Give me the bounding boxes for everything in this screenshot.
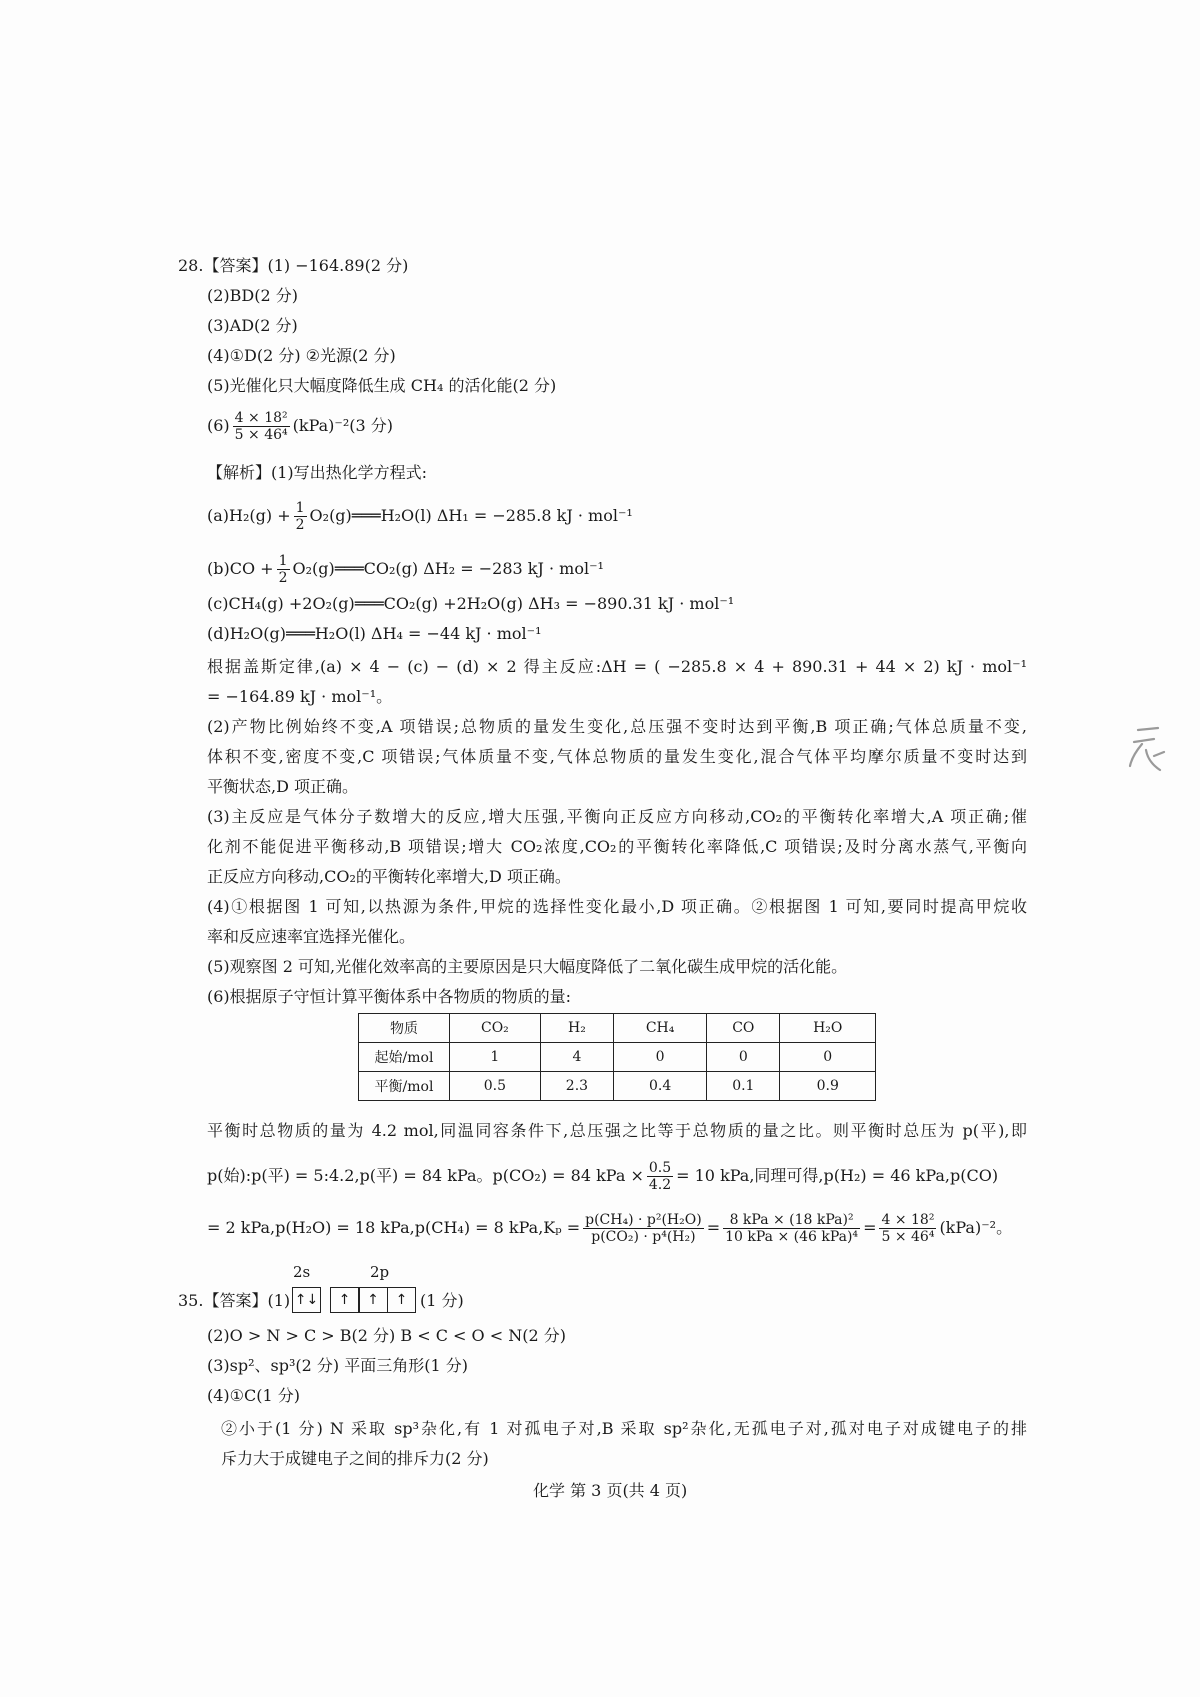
table-cell: 2.3 bbox=[540, 1072, 613, 1101]
q28-answer-2: (2)BD(2 分) bbox=[207, 286, 299, 305]
q28-answer-5: (5)光催化只大幅度降低生成 CH₄ 的活化能(2 分) bbox=[207, 376, 557, 395]
equation-a-part2: O₂(g)═══H₂O(l) ΔH₁ = −285.8 kJ · mol⁻¹ bbox=[309, 506, 633, 525]
q35-answer-4: (4)①C(1 分) bbox=[207, 1386, 301, 1405]
equilibrium-table bbox=[358, 1013, 876, 1101]
fraction-denominator: 5 × 46⁴ bbox=[881, 1229, 935, 1245]
kp-expression-fraction bbox=[583, 1212, 704, 1245]
fraction-denominator: 4.2 bbox=[648, 1177, 672, 1193]
hess-law-line-2: = −164.89 kJ · mol⁻¹。 bbox=[207, 687, 393, 706]
equation-a-fraction bbox=[294, 500, 307, 533]
q28-answer-4: (4)①D(2 分) ②光源(2 分) bbox=[207, 346, 396, 365]
fraction-denominator: p(CO₂) · p⁴(H₂) bbox=[591, 1229, 696, 1245]
table-cell: 0.9 bbox=[780, 1072, 876, 1101]
q35-answer-3: (3)sp²、sp³(2 分) 平面三角形(1 分) bbox=[207, 1356, 468, 1375]
q35-answer-1-suffix: (1 分) bbox=[420, 1291, 464, 1310]
fraction-numerator: 0.5 bbox=[648, 1160, 672, 1176]
analysis-2-line-3: 平衡状态,D 项正确。 bbox=[207, 777, 359, 796]
fraction-numerator: p(CH₄) · p²(H₂O) bbox=[585, 1212, 702, 1228]
equation-c: (c)CH₄(g) +2O₂(g)═══CO₂(g) +2H₂O(g) ΔH₃ = −890.31 kJ · mol⁻¹ bbox=[207, 594, 735, 613]
table-cell: 起始/mol bbox=[359, 1043, 450, 1072]
fraction-numerator: 4 × 18² bbox=[234, 410, 288, 426]
kp-substitution-fraction bbox=[723, 1212, 860, 1245]
orbital-box-2p: ↑ bbox=[359, 1287, 388, 1313]
fraction-numerator: 1 bbox=[278, 553, 288, 569]
fraction-denominator: 10 kPa × (46 kPa)⁴ bbox=[725, 1229, 859, 1245]
analysis-4-line-1: (4)①根据图 1 可知,以热源为条件,甲烷的选择性变化最小,D 项正确。②根据图 1 可知,要同时提高甲烷收 bbox=[207, 897, 1027, 916]
table-cell: 0 bbox=[707, 1043, 780, 1072]
equals-sign: = bbox=[706, 1218, 721, 1237]
equals-sign: = bbox=[863, 1218, 877, 1237]
q28-answer-6-suffix: (kPa)⁻²(3 分) bbox=[292, 416, 394, 435]
equation-a bbox=[207, 500, 633, 533]
equation-a-part1: (a)H₂(g) + bbox=[207, 506, 291, 525]
fraction-denominator: 2 bbox=[295, 517, 305, 533]
table-row bbox=[359, 1072, 876, 1101]
orbital-box-2p: ↑ bbox=[387, 1287, 416, 1313]
table-cell: 0 bbox=[780, 1043, 876, 1072]
analysis-2-line-1: (2)产物比例始终不变,A 项错误;总物质的量发生变化,总压强不变时达到平衡,B 项正确;气体总质量不变, bbox=[207, 717, 1027, 736]
calc-line-2 bbox=[207, 1160, 998, 1193]
orbital-label-2s: 2s bbox=[293, 1263, 311, 1281]
equation-b-fraction bbox=[277, 553, 290, 586]
equation-d: (d)H₂O(g)═══H₂O(l) ΔH₄ = −44 kJ · mol⁻¹ bbox=[207, 624, 542, 643]
equation-b bbox=[207, 553, 604, 586]
analysis-3-line-1: (3)主反应是气体分子数增大的反应,增大压强,平衡向正反应方向移动,CO₂的平衡转化率增大,A 项正确;催 bbox=[207, 807, 1027, 826]
calc-line-1: 平衡时总物质的量为 4.2 mol,同温同容条件下,总压强之比等于总物质的量之比。则平衡时总压为 p(平),即 bbox=[207, 1121, 1027, 1140]
fraction-numerator: 8 kPa × (18 kPa)² bbox=[723, 1212, 860, 1229]
fraction-numerator: 4 × 18² bbox=[881, 1212, 935, 1228]
q35-answer-2: (2)O > N > C > B(2 分) B < C < O < N(2 分) bbox=[207, 1326, 566, 1345]
analysis-2-line-2: 体积不变,密度不变,C 项错误;气体质量不变,气体总物质的量发生变化,混合气体平均摩尔质量不变时达到 bbox=[207, 747, 1027, 766]
table-cell: 0.4 bbox=[614, 1072, 707, 1101]
calc-line-2-part1: p(始):p(平) = 5:4.2,p(平) = 84 kPa。p(CO₂) = 84 kPa × bbox=[207, 1166, 644, 1185]
equation-b-part1: (b)CO + bbox=[207, 559, 274, 578]
analysis-3-line-3: 正反应方向移动,CO₂的平衡转化率增大,D 项正确。 bbox=[207, 867, 571, 886]
kp-result-fraction bbox=[879, 1212, 936, 1245]
table-header-cell: CO₂ bbox=[450, 1014, 541, 1043]
calc-line-3-part1: = 2 kPa,p(H₂O) = 18 kPa,p(CH₄) = 8 kPa,Kₚ = bbox=[207, 1218, 581, 1237]
q28-answer-3: (3)AD(2 分) bbox=[207, 316, 298, 335]
table-header-cell: H₂ bbox=[540, 1014, 613, 1043]
table-cell: 1 bbox=[450, 1043, 541, 1072]
table-cell: 平衡/mol bbox=[359, 1072, 450, 1101]
analysis-heading: 【解析】(1)写出热化学方程式: bbox=[207, 463, 428, 482]
hess-law-line-1: 根据盖斯定律,(a) × 4 − (c) − (d) × 2 得主反应:ΔH = ( −285.8 × 4 + 890.31 + 44 × 2) kJ · mol⁻¹ bbox=[207, 657, 1027, 676]
table-row bbox=[359, 1043, 876, 1072]
q28-answer-6-fraction bbox=[233, 410, 290, 443]
q28-answer-6 bbox=[207, 410, 393, 443]
equation-b-part2: O₂(g)═══CO₂(g) ΔH₂ = −283 kJ · mol⁻¹ bbox=[292, 559, 604, 578]
q35-answer-1-prefix: 35.【答案】(1) bbox=[178, 1291, 291, 1310]
calc-line-2-part2: = 10 kPa,同理可得,p(H₂) = 46 kPa,p(CO) bbox=[676, 1166, 999, 1185]
analysis-3-line-2: 化剂不能促进平衡移动,B 项错误;增大 CO₂浓度,CO₂的平衡转化率降低,C 项错误;及时分离水蒸气,平衡向 bbox=[207, 837, 1027, 856]
table-cell: 0.1 bbox=[707, 1072, 780, 1101]
orbital-box-2s: ↑↓ bbox=[292, 1287, 321, 1313]
analysis-5: (5)观察图 2 可知,光催化效率高的主要原因是只大幅度降低了二氧化碳生成甲烷的活化能。 bbox=[207, 957, 848, 976]
table-cell: 4 bbox=[540, 1043, 613, 1072]
table-header-cell: 物质 bbox=[359, 1014, 450, 1043]
table-cell: 0.5 bbox=[450, 1072, 541, 1101]
analysis-4-line-2: 率和反应速率宜选择光催化。 bbox=[207, 927, 416, 946]
page-footer: 化学 第 3 页(共 4 页) bbox=[533, 1481, 688, 1500]
handwritten-mark-icon bbox=[1124, 722, 1174, 782]
orbital-label-2p: 2p bbox=[370, 1263, 390, 1281]
q35-answer-4b-line-2: 斥力大于成键电子之间的排斥力(2 分) bbox=[221, 1449, 489, 1468]
calc-line-2-fraction bbox=[647, 1160, 673, 1193]
q28-answer-6-prefix: (6) bbox=[207, 416, 230, 435]
table-header-cell: H₂O bbox=[780, 1014, 876, 1043]
calc-line-3-part2: (kPa)⁻²。 bbox=[939, 1218, 1013, 1237]
orbital-box-2p: ↑ bbox=[330, 1287, 359, 1313]
fraction-denominator: 2 bbox=[278, 570, 288, 586]
table-cell: 0 bbox=[614, 1043, 707, 1072]
fraction-numerator: 1 bbox=[295, 500, 305, 516]
fraction-denominator: 5 × 46⁴ bbox=[234, 427, 288, 443]
analysis-6: (6)根据原子守恒计算平衡体系中各物质的物质的量: bbox=[207, 987, 572, 1006]
table-header-cell: CO bbox=[707, 1014, 780, 1043]
q35-answer-4b-line-1: ②小于(1 分) N 采取 sp³杂化,有 1 对孤电子对,B 采取 sp²杂化,无孤电子对,孤对电子对成键电子的排 bbox=[221, 1419, 1027, 1438]
table-header-cell: CH₄ bbox=[614, 1014, 707, 1043]
table-header-row bbox=[359, 1014, 876, 1043]
q28-answer-1: 28.【答案】(1) −164.89(2 分) bbox=[178, 256, 409, 275]
calc-line-3 bbox=[207, 1212, 1012, 1245]
